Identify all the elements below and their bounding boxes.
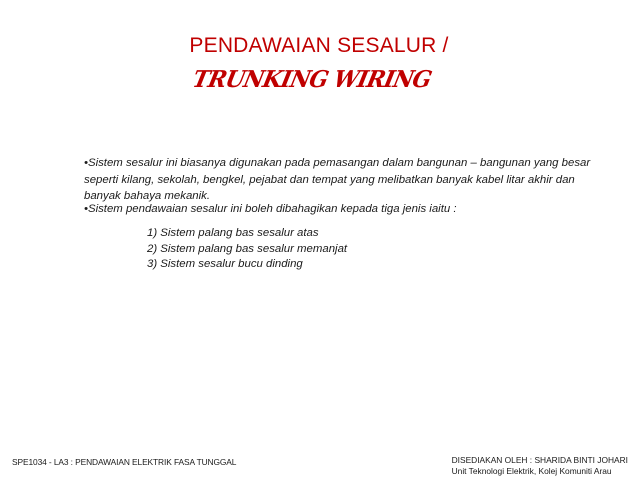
paragraph-types-intro: •Sistem pendawaian sesalur ini boleh dibahagikan kepada tiga jenis iaitu :: [84, 203, 457, 215]
footer-author-name: DISEDIAKAN OLEH : SHARIDA BINTI JOHARI: [451, 455, 628, 465]
list-item: 1) Sistem palang bas sesalur atas: [147, 227, 319, 239]
footer-course-label: SPE1034 - LA3 : PENDAWAIAN ELEKTRIK FASA TUNGGAL: [12, 457, 237, 467]
list-item: 2) Sistem palang bas sesalur memanjat: [147, 242, 348, 255]
paragraph-description: •Sistem sesalur ini biasanya digunakan pada pemasangan dalam bangunan – bangunan yang besar seperti kilang, sekolah, bengkel, pejabat dan tempat yang melibatkan banyak kabel litar akhir dan banyak bahaya mekanik.: [84, 157, 591, 202]
footer-author: [452, 455, 628, 477]
list-item: 3) Sistem sesalur bucu dinding: [147, 258, 303, 270]
slide-title: PENDAWAIAN SESALUR /: [189, 34, 449, 57]
slide-title-decorative: TRUNKING WIRING: [190, 66, 434, 94]
footer-author-unit: Unit Teknologi Elektrik, Kolej Komuniti Arau: [451, 466, 612, 476]
types-list: [147, 226, 347, 273]
